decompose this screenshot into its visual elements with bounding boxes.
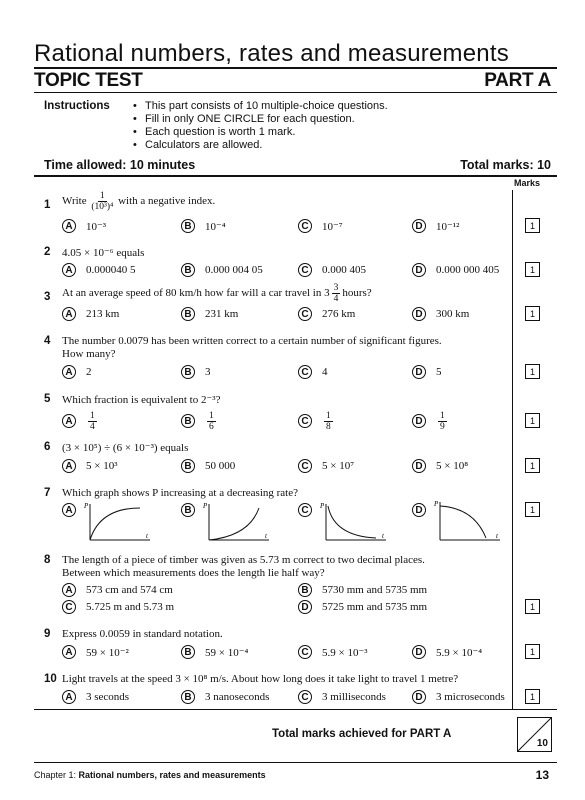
curve-c: [328, 506, 376, 538]
marks-column-heading: Marks: [514, 178, 541, 188]
graph-c: [320, 500, 390, 544]
question-number: 7: [44, 487, 51, 499]
question-text: Which graph shows P increasing at a decreasing rate?: [62, 487, 299, 499]
option-a[interactable]: A 59 × 10⁻²: [62, 644, 129, 660]
option-a[interactable]: A 2: [62, 364, 92, 380]
option-b[interactable]: B 10⁻⁴: [181, 218, 226, 234]
svg-text:P: P: [434, 500, 439, 508]
question-number: 3: [44, 291, 51, 303]
total-marks: Total marks: 10: [460, 158, 551, 172]
option-c[interactable]: C $\frac{1}{8}$: [298, 410, 335, 432]
fraction: $\frac{3}{4}$: [333, 283, 339, 304]
question-text: Light travels at the speed 3 × 10⁸ m/s. About how long does it take light to travel 1 metre?: [62, 673, 459, 685]
instruction-item: • This part consists of 10 multiple-choice questions.: [133, 100, 388, 113]
option-b[interactable]: B 50 000: [181, 458, 235, 474]
option-d[interactable]: D 5725 mm and 5735 mm: [298, 599, 427, 615]
instruction-item: • Calculators are allowed.: [133, 139, 388, 152]
option-b[interactable]: B 59 × 10⁻⁴: [181, 644, 248, 660]
fraction: $\frac{1}{\text{(10³)⁴}}$: [91, 191, 114, 212]
svg-text:P: P: [84, 502, 89, 510]
question-number: 6: [44, 441, 51, 453]
option-d[interactable]: D: [412, 502, 436, 518]
graph-d: [434, 498, 504, 544]
question-number: 9: [44, 628, 51, 640]
question-text: The length of a piece of timber was given as 5.73 m correct to two decimal places.: [62, 554, 425, 566]
option-c[interactable]: C: [298, 502, 322, 518]
graph-a: [84, 500, 154, 544]
total-out-of: 10: [536, 738, 548, 749]
option-b[interactable]: B: [181, 502, 205, 518]
mark-box[interactable]: 1: [525, 458, 540, 473]
question-text: 4.05 × 10⁻⁶ equals: [62, 247, 145, 259]
mark-box[interactable]: 1: [525, 502, 540, 517]
footer-rule: [34, 762, 557, 763]
svg-text:P: P: [320, 502, 325, 510]
option-c[interactable]: C 5 × 10⁷: [298, 458, 354, 474]
svg-text:P: P: [203, 502, 208, 510]
option-d[interactable]: D 0.000 000 405: [412, 262, 499, 278]
svg-text:t: t: [496, 532, 498, 540]
option-a[interactable]: A 573 cm and 574 cm: [62, 582, 173, 598]
option-a[interactable]: A 5 × 10³: [62, 458, 118, 474]
option-a[interactable]: A 3 seconds: [62, 689, 129, 705]
time-rule: [34, 175, 557, 177]
question-text-line2: How many?: [62, 348, 116, 360]
question-text: Which fraction is equivalent to 2⁻³?: [62, 394, 221, 406]
option-d[interactable]: D 5.9 × 10⁻⁴: [412, 644, 482, 660]
curve-d: [440, 506, 486, 538]
question-number: 8: [44, 554, 51, 566]
option-d[interactable]: D 5 × 10⁸: [412, 458, 468, 474]
curve-a: [90, 508, 140, 540]
mark-box[interactable]: 1: [525, 364, 540, 379]
question-number: 2: [44, 246, 51, 258]
svg-text:t: t: [382, 532, 384, 540]
page-number: 13: [535, 768, 549, 782]
option-b[interactable]: B $\frac{1}{6}$: [181, 410, 218, 432]
question-text: Write $\frac{1}{\text{(10³)⁴}}$ with a negative index.: [62, 191, 216, 212]
question-number: 5: [44, 393, 51, 405]
instructions-list: [133, 100, 388, 152]
option-c[interactable]: C 0.000 405: [298, 262, 366, 278]
question-text: Express 0.0059 in standard notation.: [62, 628, 223, 640]
option-b[interactable]: B 3 nanoseconds: [181, 689, 269, 705]
question-text: The number 0.0079 has been written correct to a certain number of significant figures.: [62, 335, 442, 347]
marks-column-divider: [512, 190, 513, 709]
option-c[interactable]: C 3 milliseconds: [298, 689, 386, 705]
option-d[interactable]: D $\frac{1}{9}$: [412, 410, 449, 432]
section-rule: [34, 709, 557, 710]
option-b[interactable]: B 0.000 004 05: [181, 262, 263, 278]
option-b[interactable]: B 231 km: [181, 306, 238, 322]
topic-test-heading: TOPIC TEST: [34, 70, 143, 91]
mark-box[interactable]: 1: [525, 413, 540, 428]
instructions-heading: Instructions: [44, 100, 110, 112]
option-c[interactable]: C 276 km: [298, 306, 355, 322]
graph-b: [203, 500, 273, 544]
option-b[interactable]: B 3: [181, 364, 211, 380]
option-c[interactable]: C 5.725 m and 5.73 m: [62, 599, 174, 615]
option-a[interactable]: A $\frac{1}{4}$: [62, 410, 99, 432]
curve-b: [209, 508, 259, 540]
option-c[interactable]: C 10⁻⁷: [298, 218, 343, 234]
svg-text:t: t: [265, 532, 267, 540]
mark-box[interactable]: 1: [525, 599, 540, 614]
title-rule: [34, 67, 557, 69]
option-d[interactable]: D 10⁻¹²: [412, 218, 459, 234]
mark-box[interactable]: 1: [525, 262, 540, 277]
svg-text:t: t: [146, 532, 148, 540]
option-a[interactable]: A 10⁻³: [62, 218, 106, 234]
part-heading: PART A: [484, 70, 551, 91]
instruction-item: • Fill in only ONE CIRCLE for each question.: [133, 113, 388, 126]
option-b[interactable]: B 5730 mm and 5735 mm: [298, 582, 427, 598]
question-text: (3 × 10⁵) ÷ (6 × 10⁻³) equals: [62, 442, 189, 454]
option-c[interactable]: C 5.9 × 10⁻³: [298, 644, 368, 660]
question-text: At an average speed of 80 km/h how far will a car travel in 3 $\frac{3}{4}$ hours?: [62, 283, 372, 304]
option-a[interactable]: A: [62, 502, 86, 518]
header-rule: [34, 92, 557, 93]
footer-chapter: Chapter 1: Rational numbers, rates and measurements: [34, 770, 266, 780]
option-d[interactable]: D 3 microseconds: [412, 689, 505, 705]
mark-box[interactable]: 1: [525, 306, 540, 321]
option-a[interactable]: A 213 km: [62, 306, 119, 322]
total-achieved-box[interactable]: [517, 717, 552, 752]
time-allowed: Time allowed: 10 minutes: [44, 158, 196, 172]
page-title: Rational numbers, rates and measurements: [34, 40, 509, 67]
question-number: 1: [44, 199, 51, 211]
option-d[interactable]: D 300 km: [412, 306, 469, 322]
mark-box[interactable]: 1: [525, 689, 540, 704]
question-number: 10: [44, 673, 57, 685]
question-text-line2: Between which measurements does the length lie half way?: [62, 567, 325, 579]
total-achieved-label: Total marks achieved for PART A: [272, 728, 452, 740]
question-number: 4: [44, 335, 51, 347]
option-d[interactable]: D 5: [412, 364, 442, 380]
option-c[interactable]: C 4: [298, 364, 328, 380]
mark-box[interactable]: 1: [525, 218, 540, 233]
instruction-item: • Each question is worth 1 mark.: [133, 126, 388, 139]
mark-box[interactable]: 1: [525, 644, 540, 659]
option-a[interactable]: A 0.000040 5: [62, 262, 136, 278]
